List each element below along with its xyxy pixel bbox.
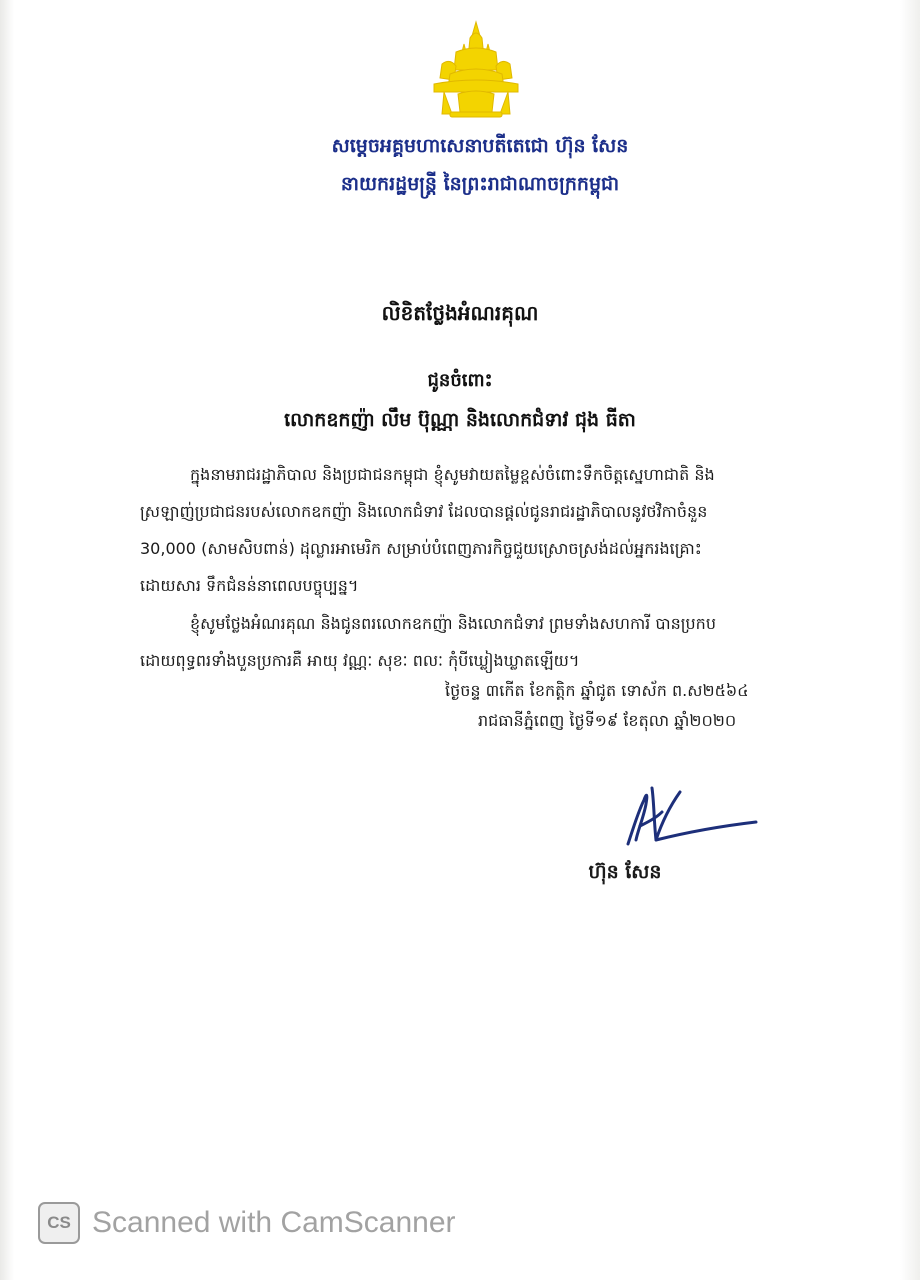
paragraph-line: 30,000 (សាមសិបពាន់) ដុល្លារអាមេរិក សម្រាប់បំពេញភារកិច្ចជួយស្រោចស្រង់ដល់អ្នករងគ្រោះ	[140, 539, 702, 558]
paragraph-line: ខ្ញុំសូមថ្លែងអំណរគុណ និងជូនពរលោកឧកញ៉ា និងលោកជំទាវ ព្រមទាំងសហការី បានប្រកប	[190, 614, 716, 633]
paragraph-line: ដោយសារ ទឹកជំនន់នាពេលបច្ចុប្បន្ន។	[140, 576, 359, 595]
handwritten-signature	[618, 782, 763, 848]
camscanner-logo-icon: CS	[38, 1202, 80, 1244]
issuer-title: នាយករដ្ឋមន្ត្រី នៃព្រះរាជាណាចក្រកម្ពុជា	[340, 173, 620, 195]
to-label: ជូនចំពោះ	[427, 370, 493, 391]
place-and-date: រាជធានីភ្នំពេញ ថ្ងៃទី១៩ ខែតុលា ឆ្នាំ២០២០	[478, 711, 737, 730]
watermark-text: Scanned with CamScanner	[92, 1206, 456, 1239]
letter-title: លិខិតថ្លែងអំណរគុណ	[381, 301, 539, 325]
issuer-name: សម្តេចអគ្គមហាសេនាបតីតេជោ ហ៊ុន សែន	[331, 135, 629, 157]
camscanner-watermark	[38, 1200, 456, 1246]
recipient-names: លោកឧកញ៉ា លឹម ប៊ុណ្ណា និងលោកជំទាវ ជុង ធីតា	[284, 409, 636, 431]
paragraph-line: ក្នុងនាមរាជរដ្ឋាភិបាល និងប្រជាជនកម្ពុជា ខ្ញុំសូមវាយតម្លៃខ្ពស់ចំពោះទឹកចិត្តស្នេហាជាតិ និង	[190, 465, 715, 484]
body-paragraph-1	[140, 456, 780, 604]
lunar-date: ថ្ងៃចន្ទ ៣កើត ខែកត្តិក ឆ្នាំជូត ទោស័ក ព.ស២៥៦៤	[445, 681, 749, 700]
paragraph-line: ដោយពុទ្ធពរទាំងបួនប្រការគឺ អាយុ វណ្ណៈ សុខៈ ពលៈ កុំបីឃ្លៀងឃ្លាតឡើយ។	[140, 651, 580, 670]
royal-crown-emblem-icon	[420, 18, 532, 118]
paragraph-line: ស្រឡាញ់ប្រជាជនរបស់លោកឧកញ៉ា និងលោកជំទាវ ដែលបានផ្តល់ជូនរាជរដ្ឋាភិបាលនូវថវិកាចំនួន	[140, 502, 708, 521]
body-paragraph-2	[140, 605, 780, 679]
signer-name: ហ៊ុន សែន	[588, 861, 662, 883]
